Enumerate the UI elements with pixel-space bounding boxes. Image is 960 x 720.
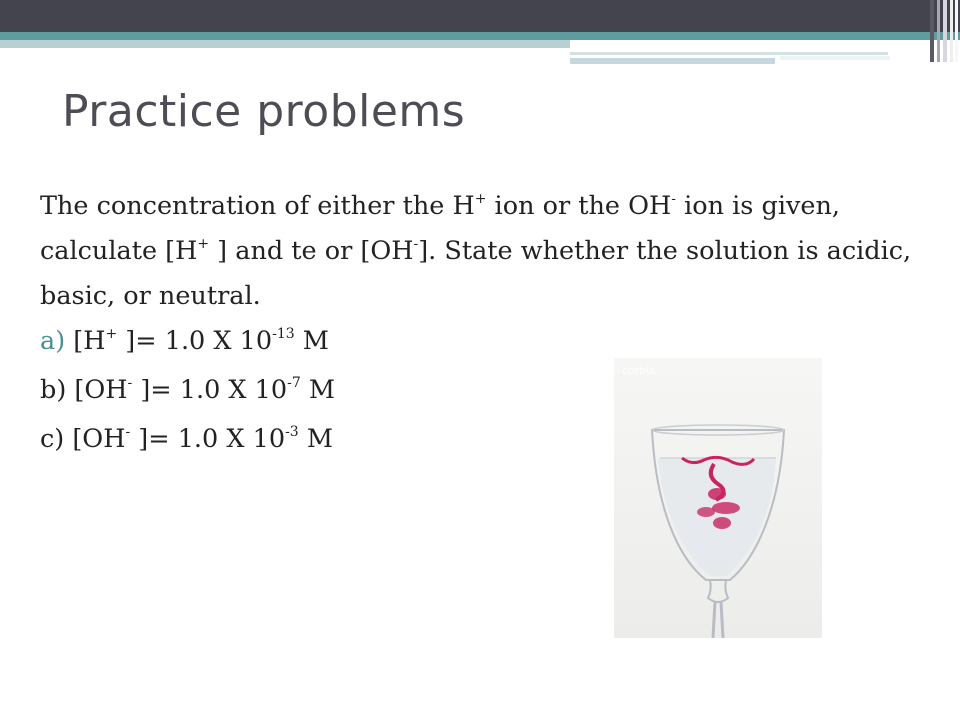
problem-item-b: b) [OH- ]= 1.0 X $10^{-7}$ M: [40, 375, 335, 405]
slide-title: Practice problems: [62, 86, 466, 137]
accent-line: [780, 56, 890, 60]
problem-list: [40, 321, 335, 468]
top-bar: [0, 0, 960, 32]
corner-bar: [950, 0, 953, 62]
problem-item-c: c) [OH- ]= 1.0 X $10^{-3}$ M: [40, 424, 333, 454]
problem-statement: The concentration of either the H+ ion or the OH- ion is given, calculate [H+ ] and te or [OH-]. State whether the solution is acidic, basic, or neutral.: [40, 191, 912, 311]
corner-bar: [955, 0, 958, 62]
corner-bar: [943, 0, 947, 62]
glass-with-dye-image: [614, 358, 822, 638]
problem-item-a: a) [H+ ]= 1.0 X $10^{-13}$ M: [40, 326, 329, 356]
accent-stripe: [0, 32, 960, 40]
accent-stripe-light: [0, 40, 570, 48]
corner-bar: [937, 0, 940, 62]
accent-line: [570, 58, 775, 64]
svg-text:corbis: corbis: [622, 364, 656, 377]
corner-bar: [930, 0, 934, 62]
accent-line: [570, 52, 888, 55]
